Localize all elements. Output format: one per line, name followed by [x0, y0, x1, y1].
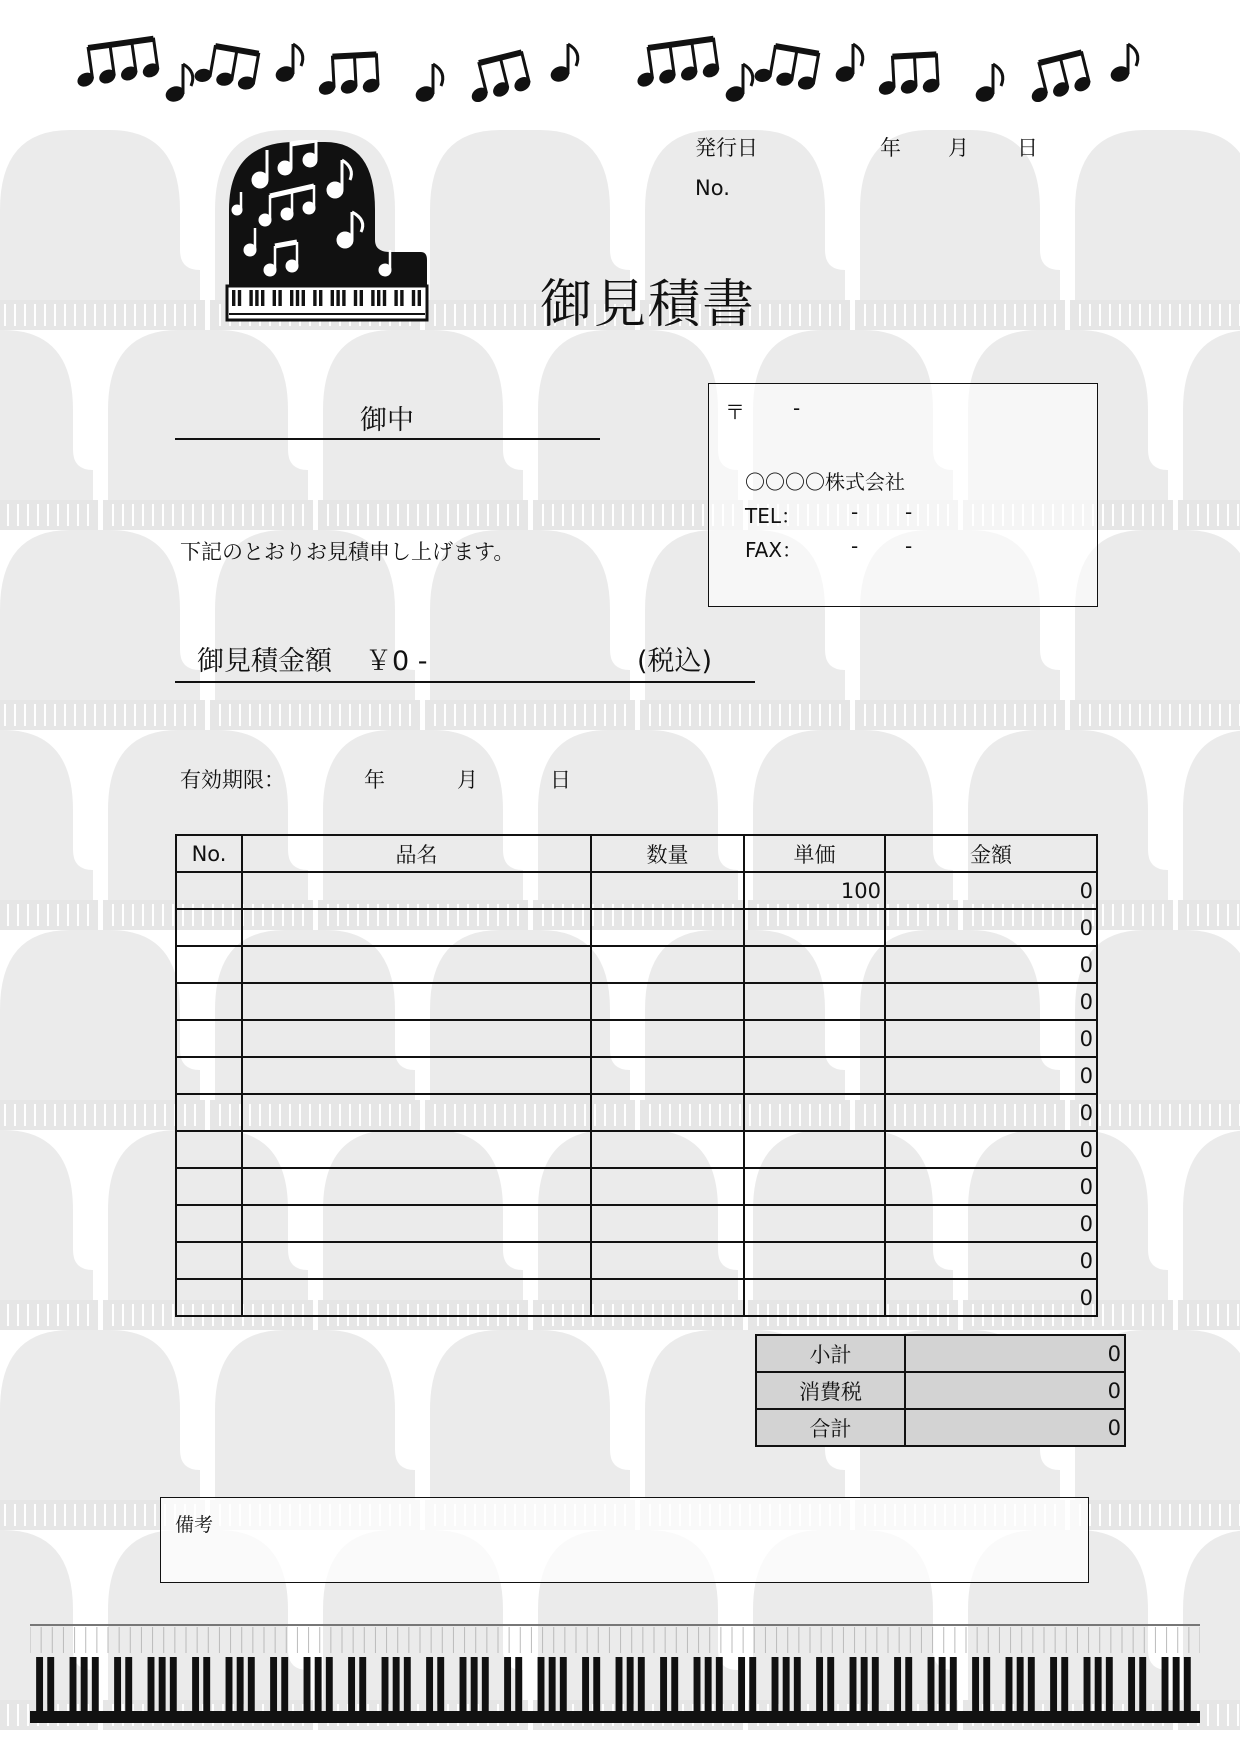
unit-price-cell[interactable]	[744, 1168, 885, 1205]
quantity-cell[interactable]	[591, 909, 744, 946]
item-no-cell[interactable]	[176, 1094, 242, 1131]
item-name-cell[interactable]	[242, 1131, 591, 1168]
item-no-cell[interactable]	[176, 1168, 242, 1205]
table-header-row	[176, 835, 1097, 872]
item-no-cell[interactable]	[176, 1131, 242, 1168]
subtotal-row	[756, 1335, 1125, 1372]
company-name: 〇〇〇〇株式会社	[745, 470, 905, 494]
tel-dash-2: -	[905, 500, 913, 524]
music-notes-border	[70, 28, 1190, 128]
amount-cell[interactable]: 0	[885, 946, 1097, 983]
item-no-cell[interactable]	[176, 1020, 242, 1057]
grand-total-row	[756, 1409, 1125, 1446]
quantity-cell[interactable]	[591, 1131, 744, 1168]
postal-dash: -	[793, 396, 801, 420]
grand-total-value: 0	[905, 1409, 1125, 1446]
amount-cell[interactable]: 0	[885, 1205, 1097, 1242]
amount-cell[interactable]: 0	[885, 872, 1097, 909]
tax-included-note: (税込)	[637, 646, 713, 677]
item-no-cell[interactable]	[176, 1205, 242, 1242]
estimate-amount-label: 御見積金額	[197, 646, 332, 677]
remarks-box[interactable]	[160, 1497, 1089, 1583]
estimate-amount-value: ￥0 -	[365, 646, 428, 677]
item-name-cell[interactable]	[242, 1168, 591, 1205]
grand-piano-icon	[225, 140, 430, 325]
unit-price-cell[interactable]	[744, 946, 885, 983]
unit-price-cell[interactable]	[744, 1242, 885, 1279]
item-name-cell[interactable]	[242, 1205, 591, 1242]
amount-cell[interactable]: 0	[885, 1094, 1097, 1131]
table-row	[176, 872, 1097, 909]
unit-price-cell[interactable]	[744, 1094, 885, 1131]
amount-cell[interactable]: 0	[885, 1242, 1097, 1279]
issue-year-label: 年	[880, 136, 901, 160]
quantity-cell[interactable]	[591, 1205, 744, 1242]
sender-info-box	[708, 383, 1098, 607]
totals-table	[755, 1334, 1126, 1447]
table-row	[176, 1094, 1097, 1131]
item-no-cell[interactable]	[176, 946, 242, 983]
unit-price-cell[interactable]	[744, 1020, 885, 1057]
table-row	[176, 909, 1097, 946]
table-row	[176, 1205, 1097, 1242]
consumption-tax-row	[756, 1372, 1125, 1409]
item-name-cell[interactable]	[242, 983, 591, 1020]
quantity-cell[interactable]	[591, 1279, 744, 1316]
amount-cell[interactable]: 0	[885, 1057, 1097, 1094]
amount-cell[interactable]: 0	[885, 1279, 1097, 1316]
item-no-cell[interactable]	[176, 1057, 242, 1094]
item-name-cell[interactable]	[242, 1020, 591, 1057]
item-no-cell[interactable]	[176, 1242, 242, 1279]
unit-price-cell[interactable]	[744, 983, 885, 1020]
recipient-suffix: 御中	[360, 405, 414, 436]
amount-cell[interactable]: 0	[885, 1020, 1097, 1057]
grand-total-label: 合計	[756, 1409, 905, 1446]
quantity-cell[interactable]	[591, 1168, 744, 1205]
quantity-cell[interactable]	[591, 872, 744, 909]
consumption-tax-label: 消費税	[756, 1372, 905, 1409]
subtotal-value: 0	[905, 1335, 1125, 1372]
amount-cell[interactable]: 0	[885, 1168, 1097, 1205]
quantity-cell[interactable]	[591, 1057, 744, 1094]
table-row	[176, 1020, 1097, 1057]
item-name-cell[interactable]	[242, 1094, 591, 1131]
quantity-cell[interactable]	[591, 1242, 744, 1279]
unit-price-cell[interactable]	[744, 1205, 885, 1242]
amount-cell[interactable]: 0	[885, 909, 1097, 946]
item-name-cell[interactable]	[242, 1279, 591, 1316]
item-no-cell[interactable]	[176, 1279, 242, 1316]
table-row	[176, 1131, 1097, 1168]
quantity-cell[interactable]	[591, 983, 744, 1020]
item-name-cell[interactable]	[242, 909, 591, 946]
validity-day-label: 日	[550, 768, 571, 792]
tel-dash-1: -	[851, 500, 859, 524]
col-header-no: No.	[176, 835, 242, 872]
item-no-cell[interactable]	[176, 983, 242, 1020]
unit-price-cell[interactable]	[744, 1279, 885, 1316]
col-header-amount: 金額	[885, 835, 1097, 872]
col-header-quantity: 数量	[591, 835, 744, 872]
table-row	[176, 946, 1097, 983]
item-no-cell[interactable]	[176, 872, 242, 909]
quantity-cell[interactable]	[591, 1094, 744, 1131]
unit-price-cell[interactable]	[744, 1057, 885, 1094]
piano-keyboard-icon	[30, 1623, 1200, 1723]
col-header-item-name: 品名	[242, 835, 591, 872]
item-no-cell[interactable]	[176, 909, 242, 946]
estimate-amount-row	[175, 633, 755, 683]
validity-year-label: 年	[364, 768, 385, 792]
unit-price-cell[interactable]: 100	[744, 872, 885, 909]
page-title: 御見積書	[540, 275, 757, 335]
items-table	[175, 834, 1098, 1317]
col-header-unit-price: 単価	[744, 835, 885, 872]
item-name-cell[interactable]	[242, 872, 591, 909]
table-row	[176, 983, 1097, 1020]
recipient-field[interactable]	[175, 398, 600, 440]
table-row	[176, 1057, 1097, 1094]
item-name-cell[interactable]	[242, 1242, 591, 1279]
quantity-cell[interactable]	[591, 946, 744, 983]
item-name-cell[interactable]	[242, 946, 591, 983]
amount-cell[interactable]: 0	[885, 1131, 1097, 1168]
table-row	[176, 1168, 1097, 1205]
fax-label: FAX：	[745, 538, 803, 562]
tel-label: TEL：	[745, 504, 801, 528]
subtotal-label: 小計	[756, 1335, 905, 1372]
unit-price-cell[interactable]	[744, 1131, 885, 1168]
quantity-cell[interactable]	[591, 1020, 744, 1057]
remarks-label: 備考	[175, 1514, 214, 1536]
table-row	[176, 1279, 1097, 1316]
fax-dash-2: -	[905, 534, 913, 558]
issue-date-label: 発行日	[695, 136, 758, 160]
table-row	[176, 1242, 1097, 1279]
issue-month-label: 月	[948, 136, 969, 160]
issue-day-label: 日	[1017, 136, 1038, 160]
validity-label: 有効期限：	[180, 768, 285, 792]
item-name-cell[interactable]	[242, 1057, 591, 1094]
amount-cell[interactable]: 0	[885, 983, 1097, 1020]
unit-price-cell[interactable]	[744, 909, 885, 946]
fax-dash-1: -	[851, 534, 859, 558]
postal-mark: 〒	[725, 400, 745, 424]
intro-text: 下記のとおりお見積申し上げます。	[180, 540, 515, 564]
document-number-label: No.	[695, 176, 730, 200]
validity-month-label: 月	[457, 768, 478, 792]
consumption-tax-value: 0	[905, 1372, 1125, 1409]
